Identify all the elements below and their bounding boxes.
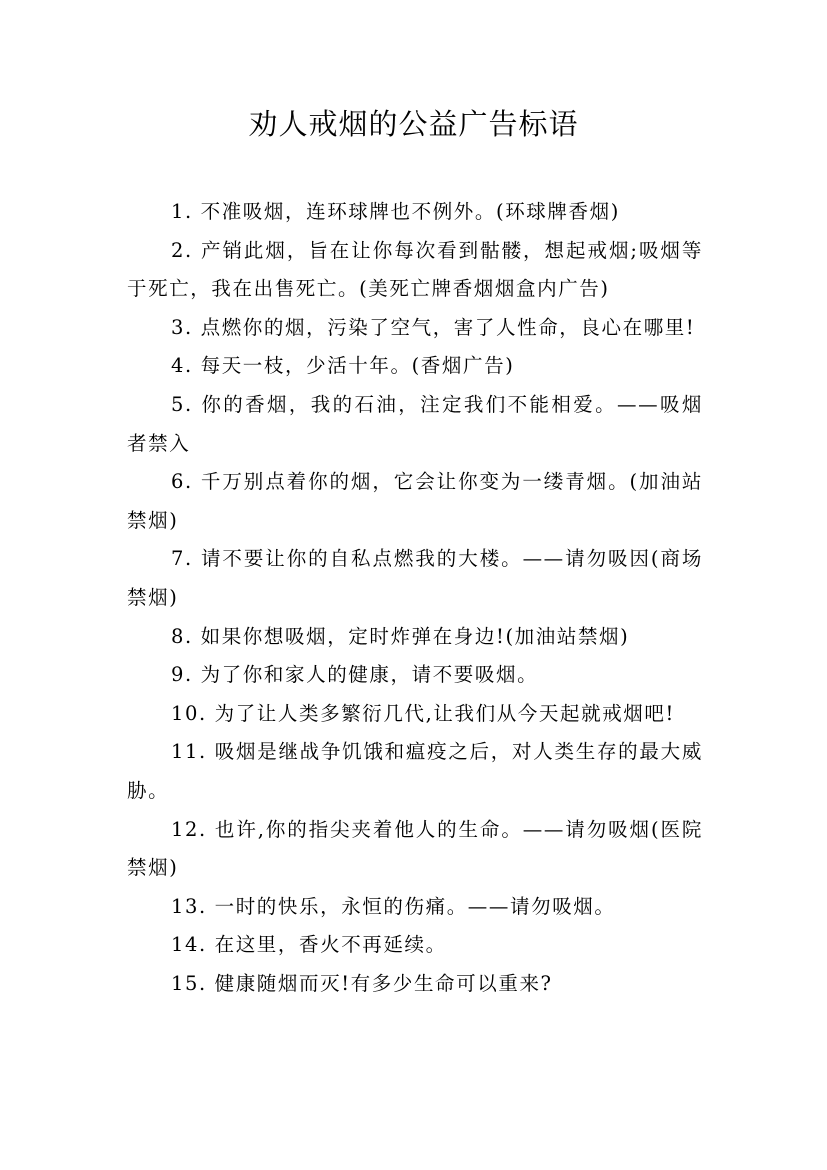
slogan-item-5: 5. 你的香烟，我的石油，注定我们不能相爱。——吸烟者禁入 bbox=[127, 392, 703, 455]
slogan-item-8: 8. 如果你想吸烟，定时炸弹在身边!(加油站禁烟) bbox=[171, 624, 630, 648]
slogan-item-12: 12. 也许,你的指尖夹着他人的生命。——请勿吸烟(医院禁烟) bbox=[127, 817, 703, 880]
slogan-item-9: 9. 为了你和家人的健康，请不要吸烟。 bbox=[171, 663, 539, 687]
slogan-item-14: 14. 在这里，香火不再延续。 bbox=[171, 933, 447, 957]
slogan-item-6: 6. 千万别点着你的烟，它会让你变为一缕青烟。(加油站禁烟) bbox=[127, 470, 703, 532]
slogan-item-1: 1. 不准吸烟，连环球牌也不例外。(环球牌香烟) bbox=[171, 200, 620, 223]
slogan-item-7: 7. 请不要让你的自私点燃我的大楼。——请勿吸因(商场禁烟) bbox=[127, 547, 703, 609]
slogan-item-2: 2. 产销此烟，旨在让你每次看到骷髅，想起戒烟;吸烟等于死亡，我在出售死亡。(美死亡牌香烟烟盒内广告) bbox=[127, 238, 703, 301]
slogan-item-11: 11. 吸烟是继战争饥饿和瘟疫之后，对人类生存的最大威胁。 bbox=[127, 740, 703, 802]
slogan-list bbox=[127, 193, 703, 1003]
slogan-item-10: 10. 为了让人类多繁衍几代,让我们从今天起就戒烟吧! bbox=[171, 701, 675, 725]
slogan-item-13: 13. 一时的快乐，永恒的伤痛。——请勿吸烟。 bbox=[171, 894, 616, 918]
slogan-item-4: 4. 每天一枝，少活十年。(香烟广告) bbox=[171, 354, 515, 378]
slogan-item-3: 3. 点燃你的烟，污染了空气，害了人性命，良心在哪里! bbox=[171, 315, 696, 339]
slogan-item-15: 15. 健康随烟而灭!有多少生命可以重来? bbox=[171, 971, 553, 995]
document-title: 劝人戒烟的公益广告标语 bbox=[248, 107, 579, 141]
